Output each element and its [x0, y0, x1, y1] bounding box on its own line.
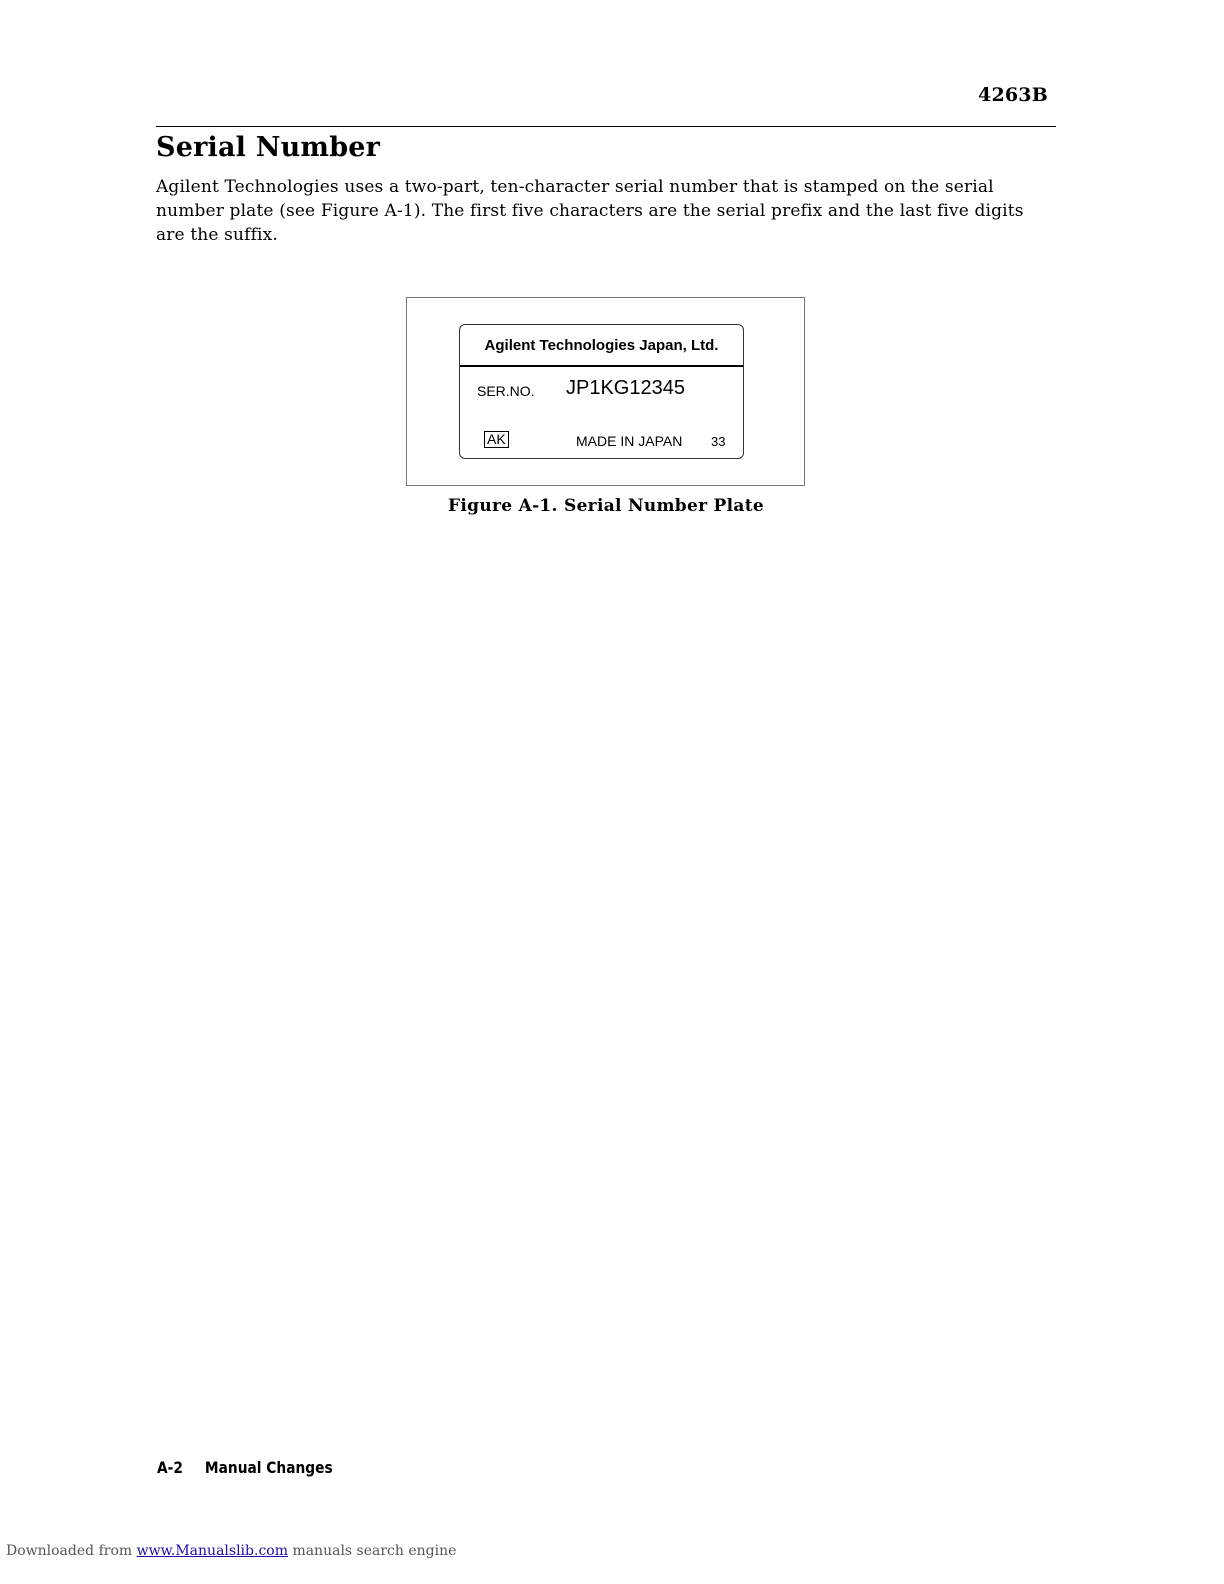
plate-code-box: AK: [484, 431, 509, 448]
page-footer: [157, 1458, 333, 1477]
document-model-number: 4263B: [978, 84, 1048, 106]
plate-number: 33: [711, 434, 726, 449]
section-title: Serial Number: [156, 132, 381, 163]
figure-frame: [406, 297, 805, 486]
plate-origin: MADE IN JAPAN: [576, 433, 683, 449]
header-rule: [156, 126, 1056, 127]
footer-page-number: A-2: [157, 1458, 183, 1477]
download-note: [6, 1543, 456, 1559]
figure-caption: Figure A-1. Serial Number Plate: [448, 496, 764, 516]
section-paragraph: Agilent Technologies uses a two-part, ten-character serial number that is stamped on the serial number plate (see Figure A-1). The first five characters are the serial prefix and the last five digits are the suffix.: [156, 177, 1024, 245]
download-note-prefix: Downloaded from: [6, 1543, 133, 1559]
serial-number-plate: [459, 324, 744, 459]
plate-serial-label: SER.NO.: [477, 383, 535, 399]
plate-serial-value: JP1KG12345: [566, 377, 685, 399]
plate-company-name: Agilent Technologies Japan, Ltd.: [460, 325, 743, 367]
manualslib-link[interactable]: www.Manualslib.com: [136, 1543, 288, 1559]
download-note-suffix: manuals search engine: [292, 1543, 457, 1559]
footer-section-name: Manual Changes: [204, 1458, 333, 1477]
